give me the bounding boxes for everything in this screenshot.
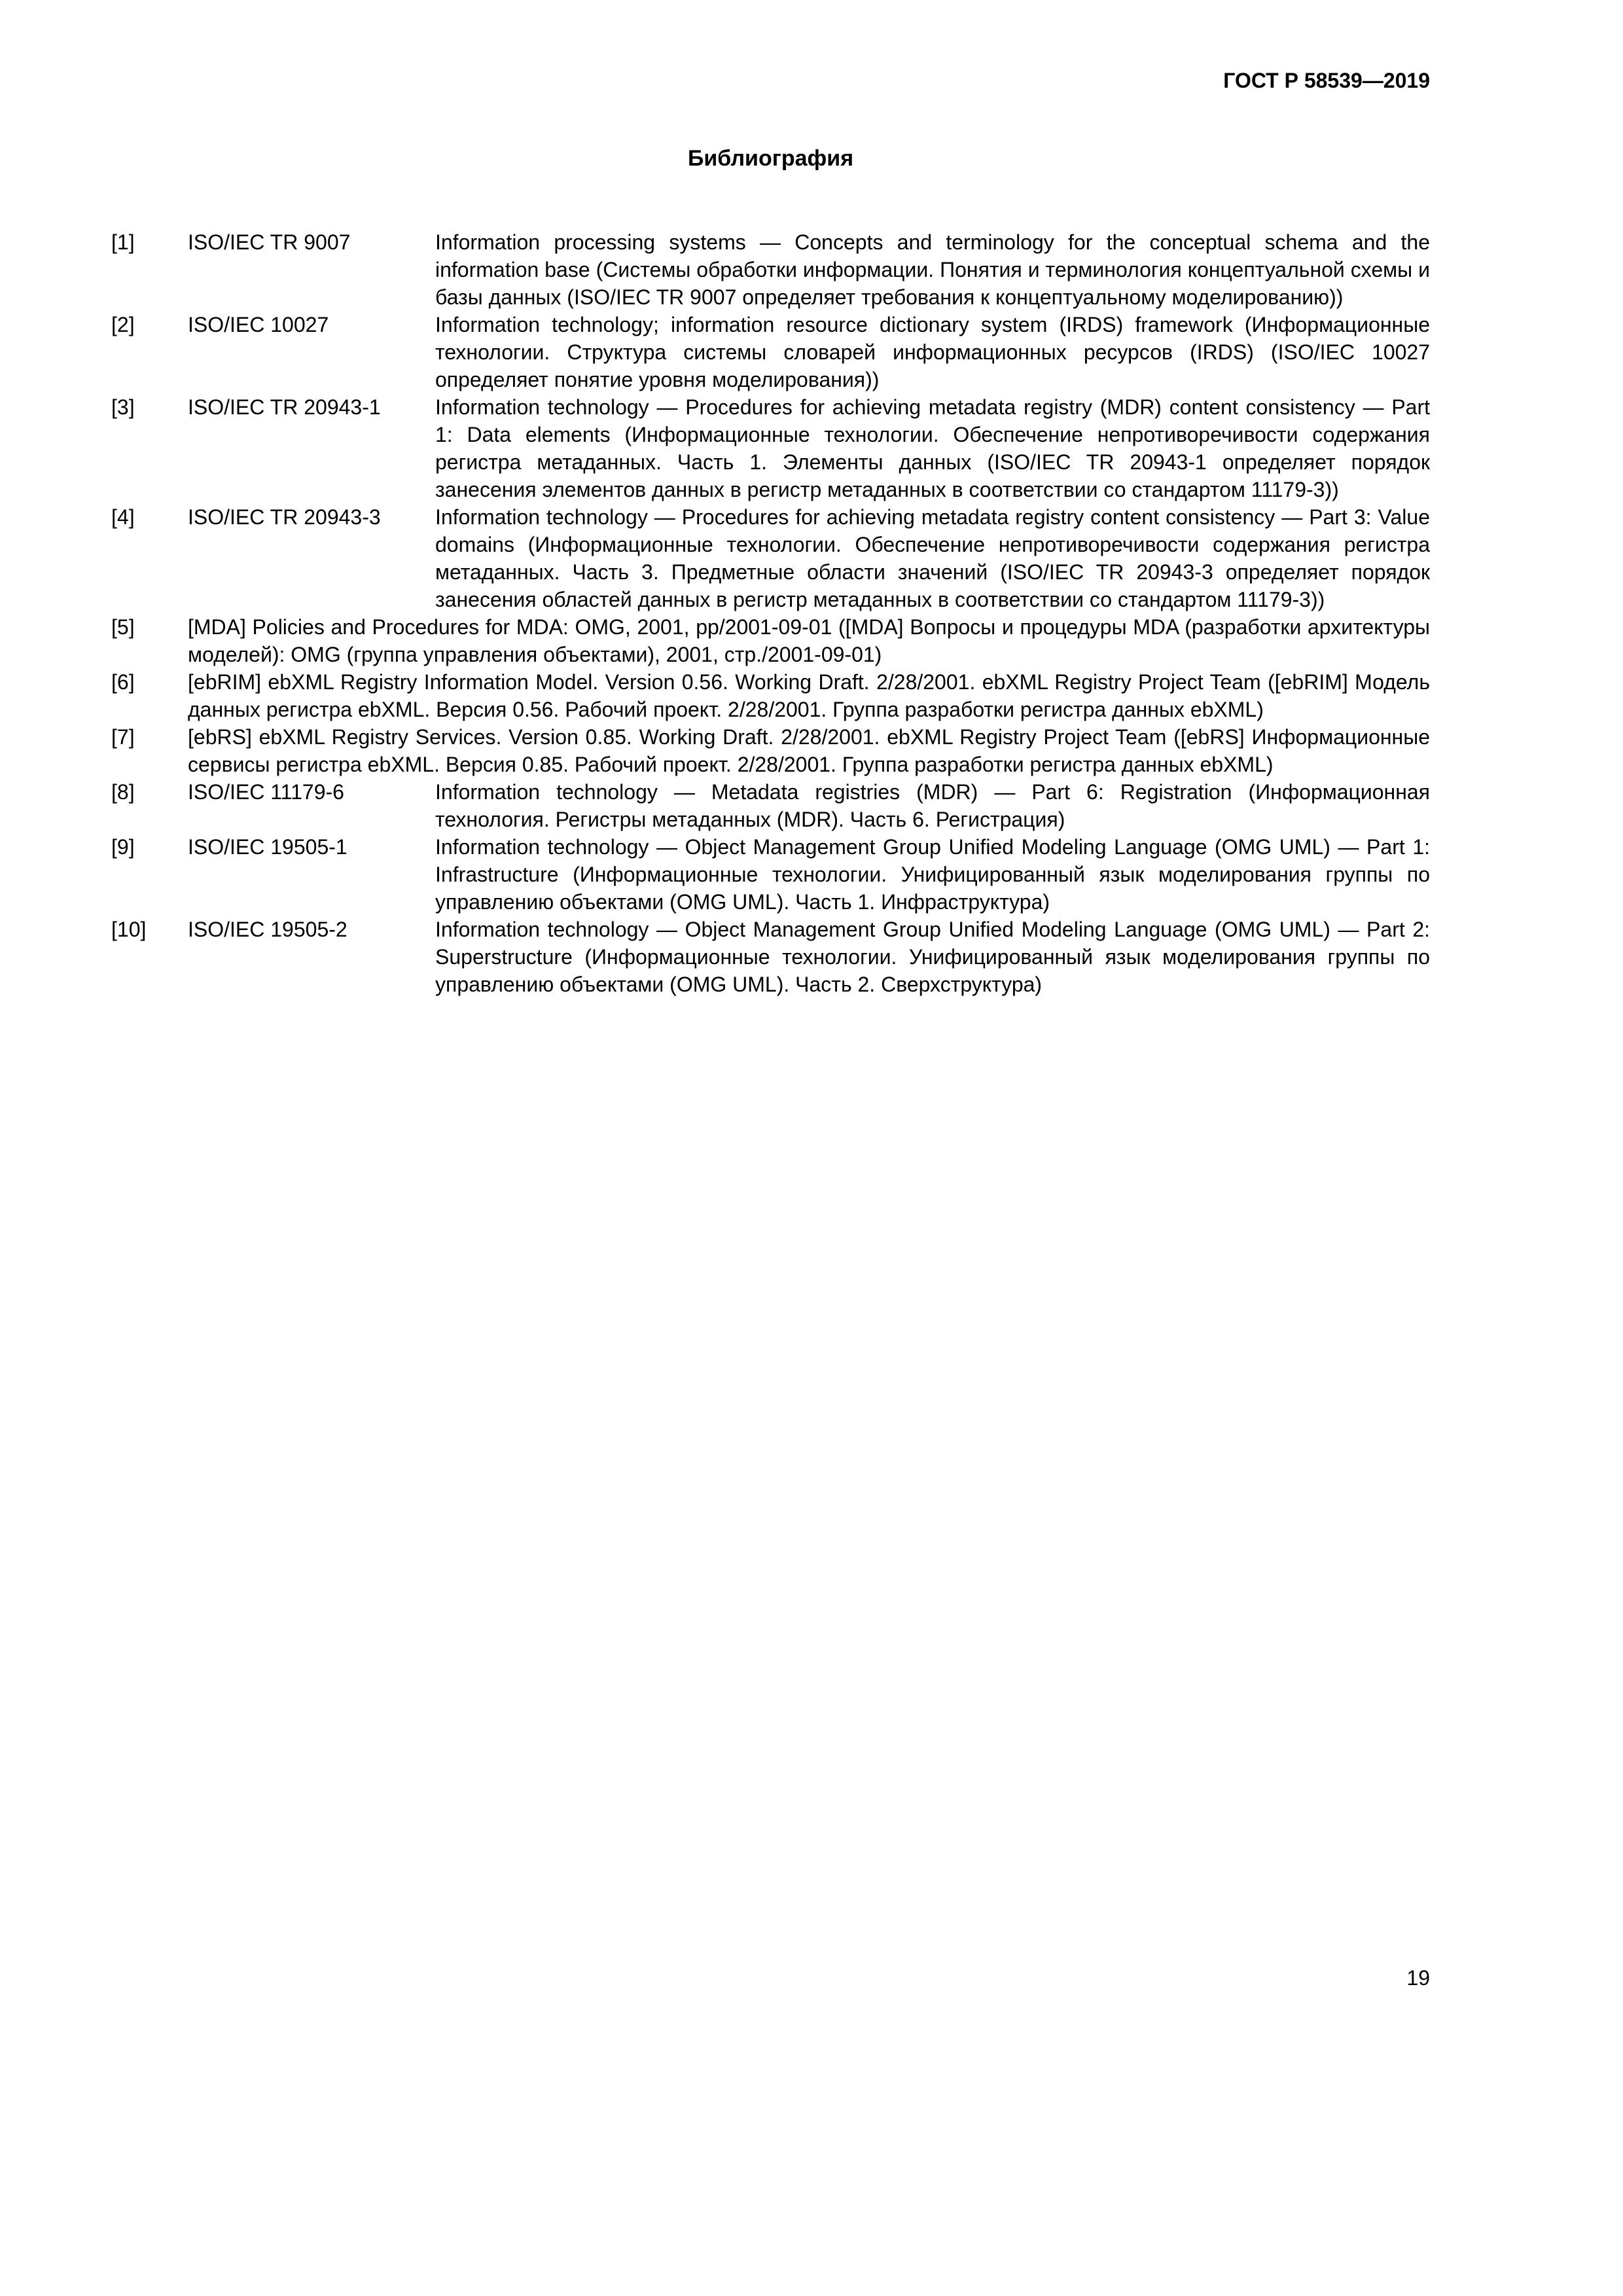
reference-entry — [111, 503, 1430, 613]
reference-number: [4] — [111, 505, 135, 529]
reference-designation: ISO/IEC TR 20943-1 — [188, 395, 381, 419]
reference-text: Information technology — Object Management Group Unified Modeling Language (OMG UML) — Part 1: Infrastructure (Информационные технологии. Унифицированный язык моделирования группы по управлению объектами (OMG UML). Часть 1. Инфраструктура) — [435, 835, 1430, 914]
reference-text: [ebRS] ebXML Registry Services. Version 0.85. Working Draft. 2/28/2001. ebXML Registry Project Team ([ebRS] Информационные сервисы регистра ebXML. Версия 0.85. Рабочий проект. 2/28/2001. Группа разработки регистра данных ebXML) — [188, 725, 1430, 776]
document-code: ГОСТ Р 58539—2019 — [1223, 69, 1430, 92]
page-content — [111, 0, 1430, 998]
reference-text: [MDA] Policies and Procedures for MDA: OMG, 2001, pp/2001-09-01 ([MDA] Вопросы и процедуры MDA (разработки архитектуры моделей): OMG (группа управления объектами), 2001, стр./2001-09-01) — [188, 615, 1430, 666]
reference-designation: ISO/IEC 19505-1 — [188, 835, 348, 859]
reference-text: Information technology — Procedures for achieving metadata registry (MDR) content consistency — Part 1: Data elements (Информационные технологии. Обеспечение непротиворечивости содержания регистра метаданных. Часть 1. Элементы данных (ISO/IEC TR 20943-1 определяет порядок занесения элементов данных в регистр метаданных в соответствии со стандартом 11179-3)) — [435, 395, 1430, 501]
reference-number: [10] — [111, 918, 147, 941]
reference-text: Information technology — Object Management Group Unified Modeling Language (OMG UML) — Part 2: Superstructure (Информационные технологии. Унифицированный язык моделирования группы по управлению объектами (OMG UML). Часть 2. Сверхструктура) — [435, 918, 1430, 996]
reference-entry — [111, 668, 1430, 723]
reference-text: Information technology — Metadata registries (MDR) — Part 6: Registration (Информационная технология. Регистры метаданных (MDR). Часть 6. Регистрация) — [435, 780, 1430, 831]
reference-designation: ISO/IEC TR 20943-3 — [188, 505, 381, 529]
bibliography-title: Библиография — [687, 146, 854, 171]
reference-text: Information technology; information resource dictionary system (IRDS) framework (Информационные технологии. Структура системы словарей информационных ресурсов (IRDS) (ISO/IEC 10027 определяет понятие уровня моделирования)) — [435, 313, 1430, 391]
reference-text: Information processing systems — Concepts and terminology for the conceptual schema and the information base (Системы обработки информации. Понятия и терминология концептуальной схемы и базы данных (ISO/IEC TR 9007 определяет требования к концептуальному моделированию)) — [435, 230, 1430, 309]
reference-entry — [111, 311, 1430, 393]
reference-number: [8] — [111, 780, 135, 804]
reference-designation: ISO/IEC 11179-6 — [188, 780, 344, 804]
reference-text: Information technology — Procedures for achieving metadata registry content consistency — Part 3: Value domains (Информационные технологии. Обеспечение непротиворечивости содержания регистра метаданных. Часть 3. Предметные области значений (ISO/IEC TR 20943-3 определяет порядок занесения областей данных в регистр метаданных в соответствии со стандартом 11179-3)) — [435, 505, 1430, 611]
reference-designation: ISO/IEC 19505-2 — [188, 918, 348, 941]
reference-number: [6] — [111, 670, 135, 694]
reference-entry — [111, 778, 1430, 833]
reference-number: [3] — [111, 395, 135, 419]
reference-entry — [111, 613, 1430, 668]
reference-entry — [111, 393, 1430, 503]
reference-designation: ISO/IEC 10027 — [188, 313, 329, 336]
reference-number: [1] — [111, 230, 135, 254]
reference-entry — [111, 228, 1430, 311]
reference-number: [9] — [111, 835, 135, 859]
reference-designation: ISO/IEC TR 9007 — [188, 230, 351, 254]
reference-number: [7] — [111, 725, 135, 749]
reference-number: [2] — [111, 313, 135, 336]
reference-entry — [111, 723, 1430, 778]
reference-entry — [111, 833, 1430, 916]
reference-entry — [111, 916, 1430, 998]
reference-number: [5] — [111, 615, 135, 639]
references-list — [111, 228, 1430, 998]
page-number: 19 — [1406, 1966, 1430, 1990]
reference-text: [ebRIM] ebXML Registry Information Model. Version 0.56. Working Draft. 2/28/2001. ebXML Registry Project Team ([ebRIM] Модель данных регистра ebXML. Версия 0.56. Рабочий проект. 2/28/2001. Группа разработки регистра данных ebXML) — [188, 670, 1430, 721]
